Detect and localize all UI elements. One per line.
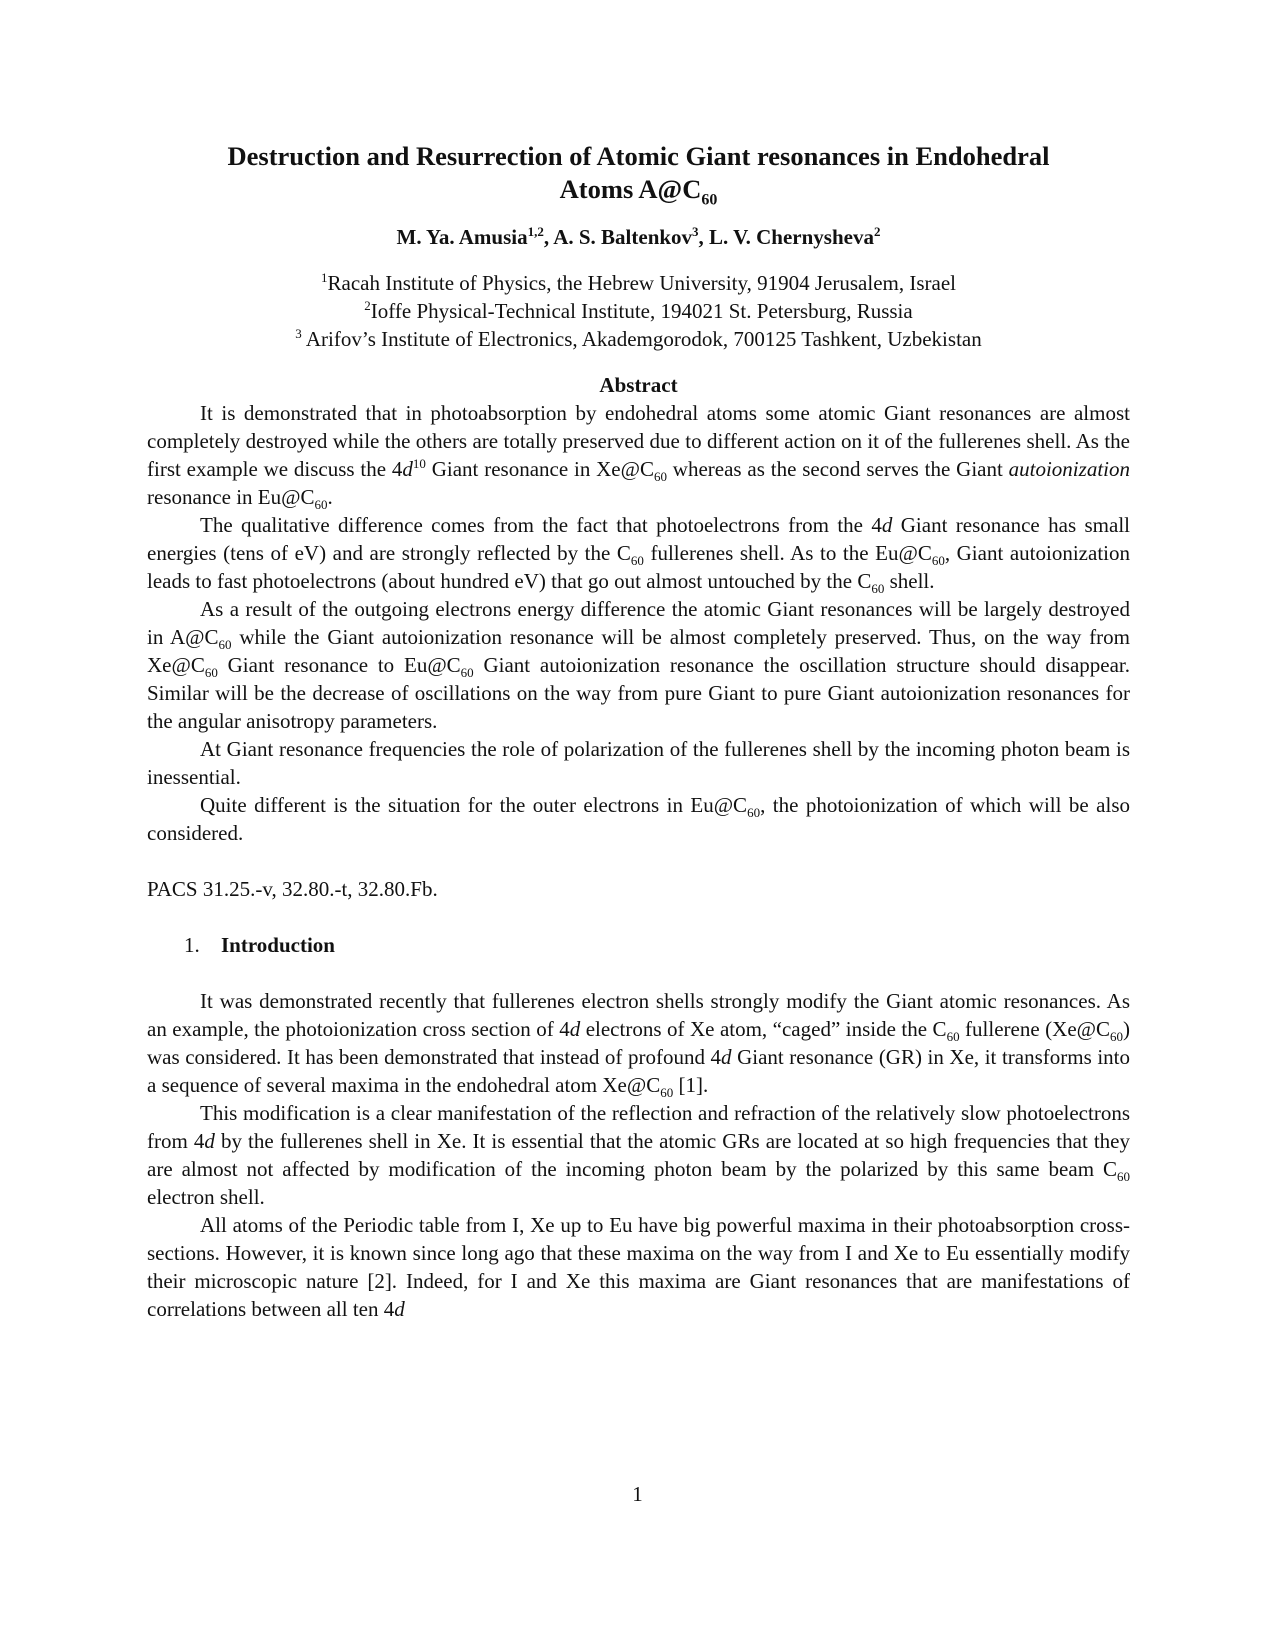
- title-subscript: 60: [701, 191, 718, 209]
- paper-page: [147, 140, 1130, 1323]
- text-run: All atoms of the Periodic table from I, Xe up to Eu have big powerful maxima in their photoabsorption cross-sections. However, it is known since long ago that these maxima on the way from I and Xe to Eu essentially modify their microscopic nature [2]. Indeed, for I and Xe this maxima are Giant resonances that are manifestations of correlations between all ten 4: [147, 1213, 1130, 1321]
- text-run: [1].: [673, 1073, 709, 1097]
- affiliation-line: [147, 297, 1130, 325]
- author-name: L. V. Chernysheva: [709, 225, 874, 249]
- author-separator: ,: [698, 225, 710, 249]
- text-run: by the fullerenes shell in Xe. It is essential that the atomic GRs are located at so high frequencies that they are almost not affected by modification of the incoming photon beam by the polarized by this same beam C: [147, 1129, 1130, 1181]
- pacs-codes: PACS 31.25.-v, 32.80.-t, 32.80.Fb.: [147, 877, 438, 901]
- author-affil-mark: 3: [692, 224, 699, 239]
- italic-run: d: [394, 1297, 405, 1321]
- body-paragraph: [147, 1099, 1130, 1211]
- italic-run: autoionization: [1008, 457, 1130, 481]
- subscript-run: 60: [1109, 1029, 1123, 1045]
- text-run: Giant resonance in Xe@C: [425, 457, 654, 481]
- italic-run: d: [569, 1017, 581, 1041]
- affiliation-text: Racah Institute of Physics, the Hebrew University, 91904 Jerusalem, Israel: [327, 271, 956, 295]
- text-run: , Giant autoionization leads to fast photoelectrons (about hundred eV) that go out almost untouched by the C: [147, 541, 1130, 593]
- text-run: It was demonstrated recently that fullerenes electron shells strongly modify the Giant atomic resonances. As an example, the photoionization cross section of 4: [147, 989, 1130, 1041]
- author-name: M. Ya. Amusia: [396, 225, 528, 249]
- section-number: 1.: [184, 933, 200, 957]
- section-heading: [147, 931, 1130, 959]
- section-title: Introduction: [221, 933, 335, 957]
- abstract-paragraph: [147, 791, 1130, 847]
- affiliation-text: Arifov’s Institute of Electronics, Akademgorodok, 700125 Tashkent, Uzbekistan: [301, 327, 982, 351]
- text-run: electron shell.: [147, 1185, 265, 1209]
- author-affil-mark: 2: [873, 224, 881, 239]
- italic-run: d: [204, 1129, 215, 1153]
- introduction-body: [147, 987, 1130, 1323]
- text-run: The qualitative difference comes from the fact that photoelectrons from the 4: [200, 513, 882, 537]
- paper-title: [147, 140, 1130, 209]
- affiliation-line: [147, 325, 1130, 353]
- text-run: This modification is a clear manifestation of the reflection and refraction of the relatively slow photoelectrons from 4: [147, 1101, 1130, 1153]
- text-run: Giant autoionization resonance the oscillation structure should disappear. Similar will be the decrease of oscillations on the way from pure Giant to pure Giant autoionization resonances for the angular anisotropy parameters.: [147, 653, 1130, 733]
- text-run: As a result of the outgoing electrons energy difference the atomic Giant resonances will be largely destroyed in A@C: [147, 597, 1130, 649]
- text-run: Giant resonance has small energies (tens of eV) and are strongly reflected by the C: [147, 513, 1130, 565]
- title-line-1: Destruction and Resurrection of Atomic Giant resonances in Endohedral: [227, 141, 1050, 171]
- text-run: while the Giant autoionization resonance will be almost completely preserved. Thus, on the way from Xe@C: [147, 625, 1131, 677]
- text-run: fullerenes shell. As to the Eu@C: [643, 541, 932, 565]
- affiliation-mark: 1: [321, 270, 328, 285]
- abstract-paragraph: [147, 735, 1130, 791]
- text-run: Giant resonance to Eu@C: [217, 653, 461, 677]
- author-affil-mark: 1,2: [527, 224, 544, 239]
- subscript-run: 60: [747, 805, 761, 821]
- subscript-run: 60: [871, 581, 885, 597]
- subscript-run: 60: [660, 1085, 674, 1101]
- abstract-paragraph: [147, 511, 1130, 595]
- subscript-run: 60: [946, 1029, 960, 1045]
- author-name: A. S. Baltenkov: [553, 225, 693, 249]
- text-run: It is demonstrated that in photoabsorption by endohedral atoms some atomic Giant resonances are almost completely destroyed while the others are totally preserved due to different action on it of the fullerenes shell. As the first example we discuss the 4: [147, 401, 1130, 481]
- affiliation-line: [147, 269, 1130, 297]
- subscript-run: 60: [218, 637, 232, 653]
- superscript-run: 10: [412, 456, 426, 471]
- italic-run: d: [881, 513, 893, 537]
- text-run: electrons of Xe atom, “caged” inside the C: [580, 1017, 947, 1041]
- text-run: At Giant resonance frequencies the role of polarization of the fullerenes shell by the incoming photon beam is inessential.: [147, 737, 1130, 789]
- text-run: Giant resonance (GR) in Xe, it transforms into a sequence of several maxima in the endohedral atom Xe@C: [147, 1045, 1130, 1097]
- text-run: ) was considered. It has been demonstrated that instead of profound 4: [147, 1017, 1130, 1069]
- italic-run: d: [402, 457, 413, 481]
- subscript-run: 60: [931, 553, 945, 569]
- affiliation-mark: 2: [364, 298, 371, 313]
- text-run: whereas as the second serves the Giant: [666, 457, 1009, 481]
- abstract-paragraph: [147, 399, 1130, 511]
- subscript-run: 60: [460, 665, 474, 681]
- text-run: resonance in Eu@C: [147, 485, 315, 509]
- italic-run: d: [721, 1045, 732, 1069]
- affiliations: [147, 269, 1130, 353]
- subscript-run: 60: [1117, 1169, 1130, 1185]
- text-run: shell.: [884, 569, 935, 593]
- text-run: Quite different is the situation for the outer electrons in Eu@C: [200, 793, 748, 817]
- affiliation-mark: 3: [295, 326, 302, 341]
- text-run: .: [327, 485, 333, 509]
- subscript-run: 60: [630, 553, 644, 569]
- body-paragraph: [147, 987, 1130, 1099]
- abstract-heading: Abstract: [599, 373, 678, 397]
- abstract-paragraph: [147, 595, 1130, 735]
- text-run: fullerene (Xe@C: [959, 1017, 1110, 1041]
- subscript-run: 60: [204, 665, 218, 681]
- author-list: [147, 223, 1130, 251]
- subscript-run: 60: [653, 469, 667, 485]
- page-number: 1: [632, 1482, 643, 1506]
- affiliation-text: Ioffe Physical-Technical Institute, 194021 St. Petersburg, Russia: [370, 299, 913, 323]
- author-separator: ,: [543, 225, 554, 249]
- subscript-run: 60: [314, 497, 328, 513]
- title-line-2: Atoms A@C: [559, 174, 702, 204]
- body-paragraph: [147, 1211, 1130, 1323]
- text-run: , the photoionization of which will be also considered.: [147, 793, 1130, 845]
